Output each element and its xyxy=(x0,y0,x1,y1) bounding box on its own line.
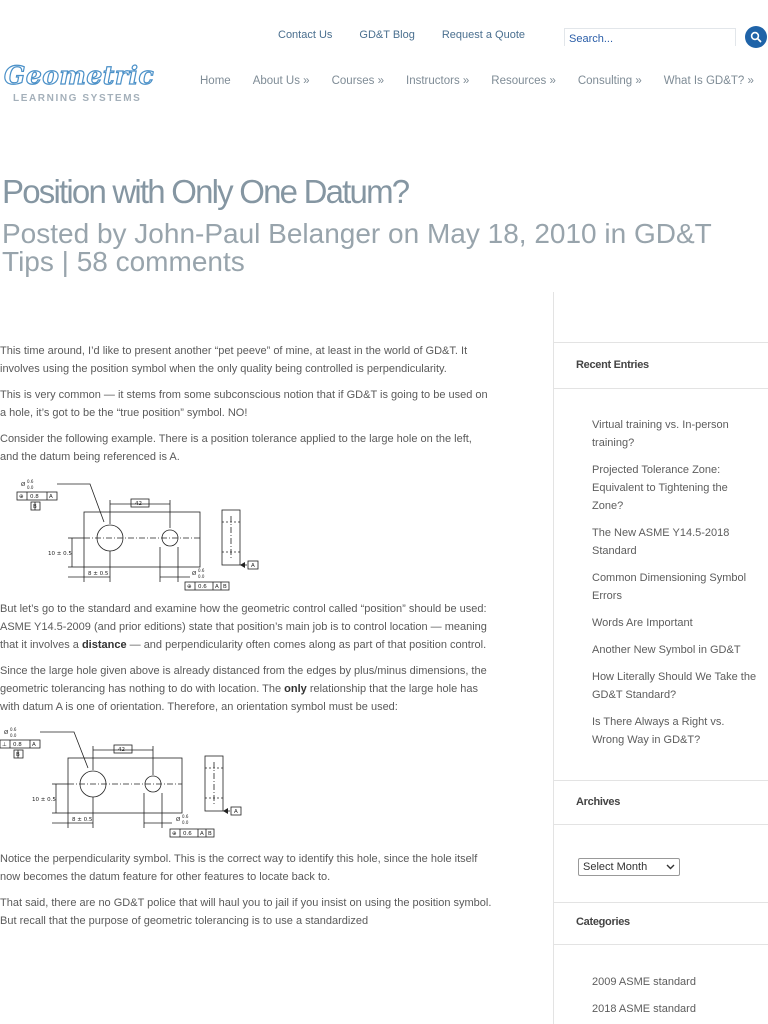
dia2-frame2-tol: 0.6 xyxy=(183,831,192,837)
dia2-diameter: Ø xyxy=(4,730,9,736)
logo-wordmark: Geometric xyxy=(4,61,155,90)
paragraph-4-text-a: But let’s go to the standard and examine how the geometric control called “position” should be used: ASME Y14.5-2009 (and prior editions) state that position’s main job is to control location — meaning that it involves a xyxy=(0,603,487,651)
dia1-basic-42: 42 xyxy=(135,501,142,507)
paragraph-4-text-b: — and perpendicularity often comes along as part of that position control. xyxy=(126,639,487,651)
dia2-small-dia: Ø xyxy=(176,817,181,823)
dia2-frame-tol: 0.8 xyxy=(13,742,22,748)
sidebar-divider xyxy=(554,388,768,389)
dia1-small-dia: Ø xyxy=(192,571,197,577)
dia1-frame2-b: B xyxy=(223,584,227,590)
search-input[interactable] xyxy=(565,31,735,47)
sidebar-divider xyxy=(554,824,768,825)
recent-entry-link[interactable]: Projected Tolerance Zone: Equivalent to Tightening the Zone? xyxy=(592,464,728,512)
dia1-frame-datum: A xyxy=(49,494,53,500)
search-button[interactable] xyxy=(745,26,767,48)
nav-resources[interactable]: Resources » xyxy=(491,75,556,87)
nav-consulting[interactable]: Consulting » xyxy=(577,75,642,87)
dia1-frame-tol: 0.8 xyxy=(30,494,39,500)
dia1-frame2-symbol: ⊕ xyxy=(187,584,192,590)
recent-entry-link[interactable]: Virtual training vs. In-person training? xyxy=(592,419,729,449)
dia2-dim-10: 10 ± 0.5 xyxy=(32,797,56,803)
paragraph-7: That said, there are no GD&T police that will haul you to jail if you insist on using the position symbol. But recall that the purpose of geometric tolerancing is to use a standardized xyxy=(0,897,492,927)
dia1-frame2-tol: 0.6 xyxy=(198,584,207,590)
sidebar xyxy=(553,292,768,1024)
dia1-datum-b: B xyxy=(33,504,37,510)
dia2-frame2-symbol: ⊕ xyxy=(172,831,177,837)
dia2-tol-top: 0.6 xyxy=(10,727,17,732)
dia1-tol-bot: 0.0 xyxy=(27,485,34,490)
recent-entry-link[interactable]: How Literally Should We Take the GD&T Standard? xyxy=(592,671,757,701)
recent-entry-link[interactable]: Words Are Important xyxy=(592,617,693,629)
dia2-frame2-a: A xyxy=(200,831,204,837)
top-utility-nav xyxy=(278,28,552,42)
paragraph-5-bold: only xyxy=(284,683,307,695)
perpendicularity-diagram xyxy=(0,722,250,842)
nav-courses[interactable]: Courses » xyxy=(331,75,385,87)
paragraph-6: Notice the perpendicularity symbol. This is the correct way to identify this hole, since the hole itself now becomes the datum feature for other features to locate back to. xyxy=(0,853,478,883)
dia2-small-tol-top: 0.6 xyxy=(182,814,189,819)
post-title: Position with Only One Datum? xyxy=(2,173,409,210)
dia2-frame2-b: B xyxy=(208,831,212,837)
dia2-frame-datum: A xyxy=(32,742,36,748)
nav-about-us[interactable]: About Us » xyxy=(252,75,310,87)
recent-entry-link[interactable]: The New ASME Y14.5-2018 Standard xyxy=(592,527,730,557)
sidebar-divider xyxy=(554,342,768,343)
position-tolerance-diagram xyxy=(0,472,280,592)
archives-heading: Archives xyxy=(576,796,621,808)
sidebar-divider xyxy=(554,780,768,781)
request-quote-link[interactable]: Request a Quote xyxy=(441,29,526,41)
search-box xyxy=(564,28,736,46)
dia1-diameter: Ø xyxy=(21,482,26,488)
paragraph-4 xyxy=(0,600,492,654)
dia2-datum-a: A xyxy=(234,809,238,815)
sidebar-divider xyxy=(554,944,768,945)
paragraph-2: This is very common — it stems from some subconscious notion that if GD&T is going to be used on a hole, it’s got to be the “true position” symbol. NO! xyxy=(0,389,488,419)
dia2-datum-b: B xyxy=(16,752,20,758)
dia1-small-tol-top: 0.6 xyxy=(198,568,205,573)
categories-list xyxy=(592,973,757,1024)
dia2-basic-42: 42 xyxy=(118,747,125,753)
dia1-dim-8: 8 ± 0.5 xyxy=(88,571,109,577)
dia2-tol-bot: 0.0 xyxy=(10,733,17,738)
dia1-dim-10: 10 ± 0.5 xyxy=(48,551,72,557)
dia2-small-tol-bot: 0.0 xyxy=(182,820,189,825)
recent-entries-list xyxy=(592,416,757,758)
chevron-down-icon xyxy=(666,864,675,870)
recent-entry-link[interactable]: Is There Always a Right vs. Wrong Way in GD&T? xyxy=(592,716,725,746)
recent-entry-link[interactable]: Common Dimensioning Symbol Errors xyxy=(592,572,747,602)
sidebar-divider xyxy=(554,902,768,903)
dia2-dim-8: 8 ± 0.5 xyxy=(72,817,93,823)
dia1-frame2-a: A xyxy=(215,584,219,590)
dia1-small-tol-bot: 0.0 xyxy=(198,574,205,579)
paragraph-3: Consider the following example. There is a position tolerance applied to the large hole on the left, and the datum being referenced is A. xyxy=(0,433,472,463)
dia1-datum-a: A xyxy=(251,563,255,569)
post-meta: Posted by John-Paul Belanger on May 18, 2010 in GD&T Tips | 58 comments xyxy=(2,218,712,277)
archives-select-value: Select Month xyxy=(583,861,648,873)
site-logo[interactable] xyxy=(4,62,154,104)
recent-entry-link[interactable]: Another New Symbol in GD&T xyxy=(592,644,741,656)
dia1-tol-top: 0.6 xyxy=(27,479,34,484)
dia2-frame-symbol: ⊥ xyxy=(2,742,7,748)
article-body xyxy=(0,342,492,938)
nav-home[interactable]: Home xyxy=(200,75,231,87)
search-icon xyxy=(750,31,762,43)
categories-heading: Categories xyxy=(576,916,630,928)
category-link[interactable]: 2009 ASME standard xyxy=(592,976,696,988)
logo-tagline: LEARNING SYSTEMS xyxy=(13,93,142,104)
paragraph-4-bold: distance xyxy=(81,639,127,651)
main-nav xyxy=(200,74,768,88)
category-link[interactable]: 2018 ASME standard xyxy=(592,1003,696,1015)
paragraph-5-text-b: relationship that the large hole has with datum A is one of orientation. Therefore, an orientation symbol must be used: xyxy=(0,683,478,713)
recent-entries-heading: Recent Entries xyxy=(576,359,649,371)
paragraph-5-text-a: Since the large hole given above is already distanced from the edges by plus/minus dimensions, the geometric tolerancing has nothing to do with location. The xyxy=(0,665,487,695)
paragraph-5 xyxy=(0,662,492,716)
archives-month-select[interactable] xyxy=(578,858,680,876)
nav-instructors[interactable]: Instructors » xyxy=(406,75,470,87)
dia1-frame-symbol: ⊕ xyxy=(19,494,24,500)
paragraph-1: This time around, I’d like to present another “pet peeve” of mine, at least in the world of GD&T. It involves using the position symbol when the only quality being controlled is perpendicularity. xyxy=(0,345,468,375)
contact-us-link[interactable]: Contact Us xyxy=(278,29,333,41)
gdt-blog-link[interactable]: GD&T Blog xyxy=(359,29,415,41)
nav-what-is-gdt[interactable]: What Is GD&T? » xyxy=(663,75,754,87)
